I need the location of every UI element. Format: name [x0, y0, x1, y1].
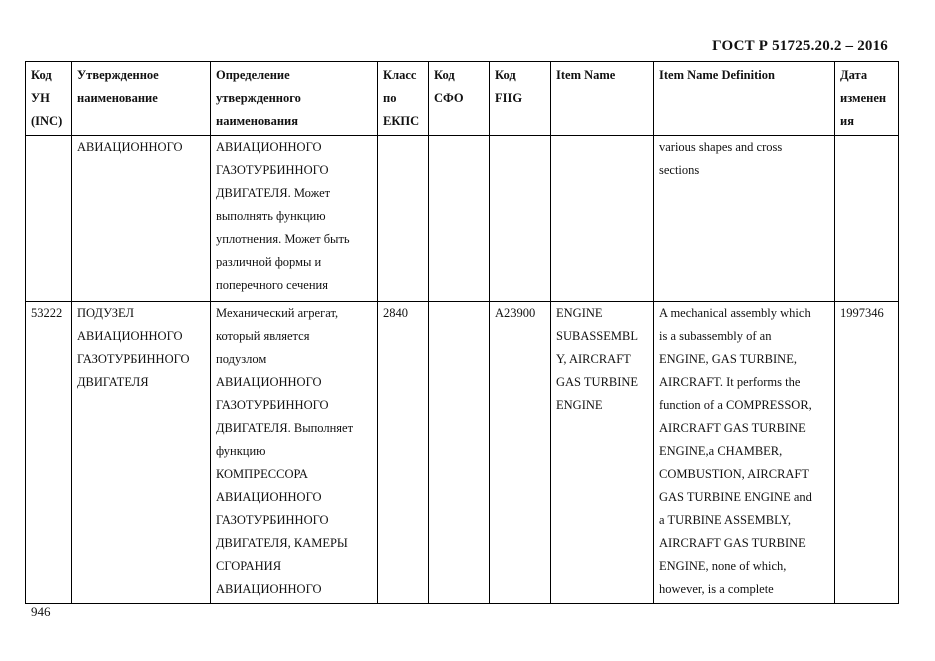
- cell-sfo-code: [429, 302, 490, 604]
- header-line: ЕКПС: [383, 114, 420, 128]
- table-row: [26, 302, 899, 604]
- cell-line: Механический агрегат,: [216, 306, 339, 320]
- header-line: СФО: [434, 91, 464, 105]
- cell-line: функцию: [216, 444, 266, 458]
- header-line: Item Name: [556, 68, 616, 82]
- header-line: Определение: [216, 68, 290, 82]
- header-line: наименования: [216, 114, 299, 128]
- header-line: Класс: [383, 68, 417, 82]
- table-body: [26, 136, 899, 604]
- header-line: УН: [31, 91, 50, 105]
- cell-line: ENGINE, GAS TURBINE,: [659, 352, 797, 366]
- cell-line: A23900: [495, 306, 536, 320]
- cell-line: АВИАЦИОННОГО: [216, 582, 322, 596]
- cell-line: ДВИГАТЕЛЯ, КАМЕРЫ: [216, 536, 348, 550]
- cell-line: SUBASSEMBL: [556, 329, 638, 343]
- cell-definition: [211, 136, 378, 302]
- header-approved-name: [72, 62, 211, 136]
- header-line: наименование: [77, 91, 158, 105]
- cell-ekps-class: [378, 302, 429, 604]
- cell-code-un: [26, 136, 72, 302]
- header-line: FIIG: [495, 91, 523, 105]
- cell-line: ГАЗОТУРБИННОГО: [77, 352, 190, 366]
- cell-line: ПОДУЗЕЛ: [77, 306, 135, 320]
- cell-line: уплотнения. Может быть: [216, 232, 350, 246]
- cell-line: COMBUSTION, AIRCRAFT: [659, 467, 810, 481]
- cell-line: GAS TURBINE ENGINE and: [659, 490, 812, 504]
- cell-line: 53222: [31, 306, 63, 320]
- header-line: (INC): [31, 114, 63, 128]
- header-line: изменен: [840, 91, 887, 105]
- cell-line: a TURBINE ASSEMBLY,: [659, 513, 791, 527]
- cell-line: ДВИГАТЕЛЯ: [77, 375, 149, 389]
- header-code-un: [26, 62, 72, 136]
- cell-code-un: [26, 302, 72, 604]
- cell-line: АВИАЦИОННОГО: [77, 140, 183, 154]
- header-fiig-code: [490, 62, 551, 136]
- header-line: Утвержденное: [77, 68, 159, 82]
- cell-line: АВИАЦИОННОГО: [216, 140, 322, 154]
- header-item-name-definition: [654, 62, 835, 136]
- header-line: утвержденного: [216, 91, 301, 105]
- header-ekps-class: [378, 62, 429, 136]
- cell-line: ГАЗОТУРБИННОГО: [216, 163, 329, 177]
- cell-line: 2840: [383, 306, 408, 320]
- cell-item-name-definition: [654, 136, 835, 302]
- cell-item-name-definition: [654, 302, 835, 604]
- cell-line: Y, AIRCRAFT: [556, 352, 631, 366]
- table-header-row: [26, 62, 899, 136]
- cell-sfo-code: [429, 136, 490, 302]
- cell-change-date: [835, 302, 899, 604]
- cell-line: AIRCRAFT GAS TURBINE: [659, 421, 806, 435]
- page-number: 946: [31, 604, 51, 619]
- header-definition: [211, 62, 378, 136]
- cell-line: AIRCRAFT. It performs the: [659, 375, 801, 389]
- cell-line: различной формы и: [216, 255, 322, 269]
- header-line: Код: [31, 68, 52, 82]
- header-change-date: [835, 62, 899, 136]
- cell-fiig-code: [490, 302, 551, 604]
- cell-line: который является: [216, 329, 310, 343]
- table-row-continuation: [26, 136, 899, 302]
- header-line: Дата: [840, 68, 868, 82]
- cell-line: ENGINE, none of which,: [659, 559, 787, 573]
- cell-line: поперечного сечения: [216, 278, 328, 292]
- cell-line: various shapes and cross: [659, 140, 783, 154]
- cell-line: A mechanical assembly which: [659, 306, 811, 320]
- cell-line: ГАЗОТУРБИННОГО: [216, 513, 329, 527]
- cell-line: AIRCRAFT GAS TURBINE: [659, 536, 806, 550]
- header-line: Код: [495, 68, 516, 82]
- cell-line: ENGINE: [556, 306, 603, 320]
- header-line: Item Name Definition: [659, 68, 775, 82]
- header-sfo-code: [429, 62, 490, 136]
- cell-item-name: [551, 302, 654, 604]
- cell-line: GAS TURBINE: [556, 375, 639, 389]
- cell-line: function of a COMPRESSOR,: [659, 398, 812, 412]
- classification-table: [25, 61, 899, 604]
- cell-line: АВИАЦИОННОГО: [216, 375, 322, 389]
- cell-line: КОМПРЕССОРА: [216, 467, 308, 481]
- header-line: ия: [840, 114, 854, 128]
- cell-item-name: [551, 136, 654, 302]
- cell-line: ENGINE,a CHAMBER,: [659, 444, 783, 458]
- cell-line: ДВИГАТЕЛЯ. Может: [216, 186, 331, 200]
- cell-line: ГАЗОТУРБИННОГО: [216, 398, 329, 412]
- cell-line: АВИАЦИОННОГО: [216, 490, 322, 504]
- cell-approved-name: [72, 302, 211, 604]
- cell-definition: [211, 302, 378, 604]
- cell-line: ДВИГАТЕЛЯ. Выполняет: [216, 421, 354, 435]
- document-standard-header: ГОСТ Р 51725.20.2 – 2016: [712, 38, 888, 54]
- header-item-name: [551, 62, 654, 136]
- cell-change-date: [835, 136, 899, 302]
- cell-line: however, is a complete: [659, 582, 774, 596]
- cell-line: sections: [659, 163, 700, 177]
- cell-line: подузлом: [216, 352, 267, 366]
- cell-line: АВИАЦИОННОГО: [77, 329, 183, 343]
- cell-line: выполнять функцию: [216, 209, 326, 223]
- cell-fiig-code: [490, 136, 551, 302]
- cell-ekps-class: [378, 136, 429, 302]
- cell-line: ENGINE: [556, 398, 603, 412]
- cell-line: 1997346: [840, 306, 884, 320]
- header-line: Код: [434, 68, 455, 82]
- cell-line: СГОРАНИЯ: [216, 559, 282, 573]
- cell-approved-name: [72, 136, 211, 302]
- cell-line: is a subassembly of an: [659, 329, 772, 343]
- header-line: по: [383, 91, 397, 105]
